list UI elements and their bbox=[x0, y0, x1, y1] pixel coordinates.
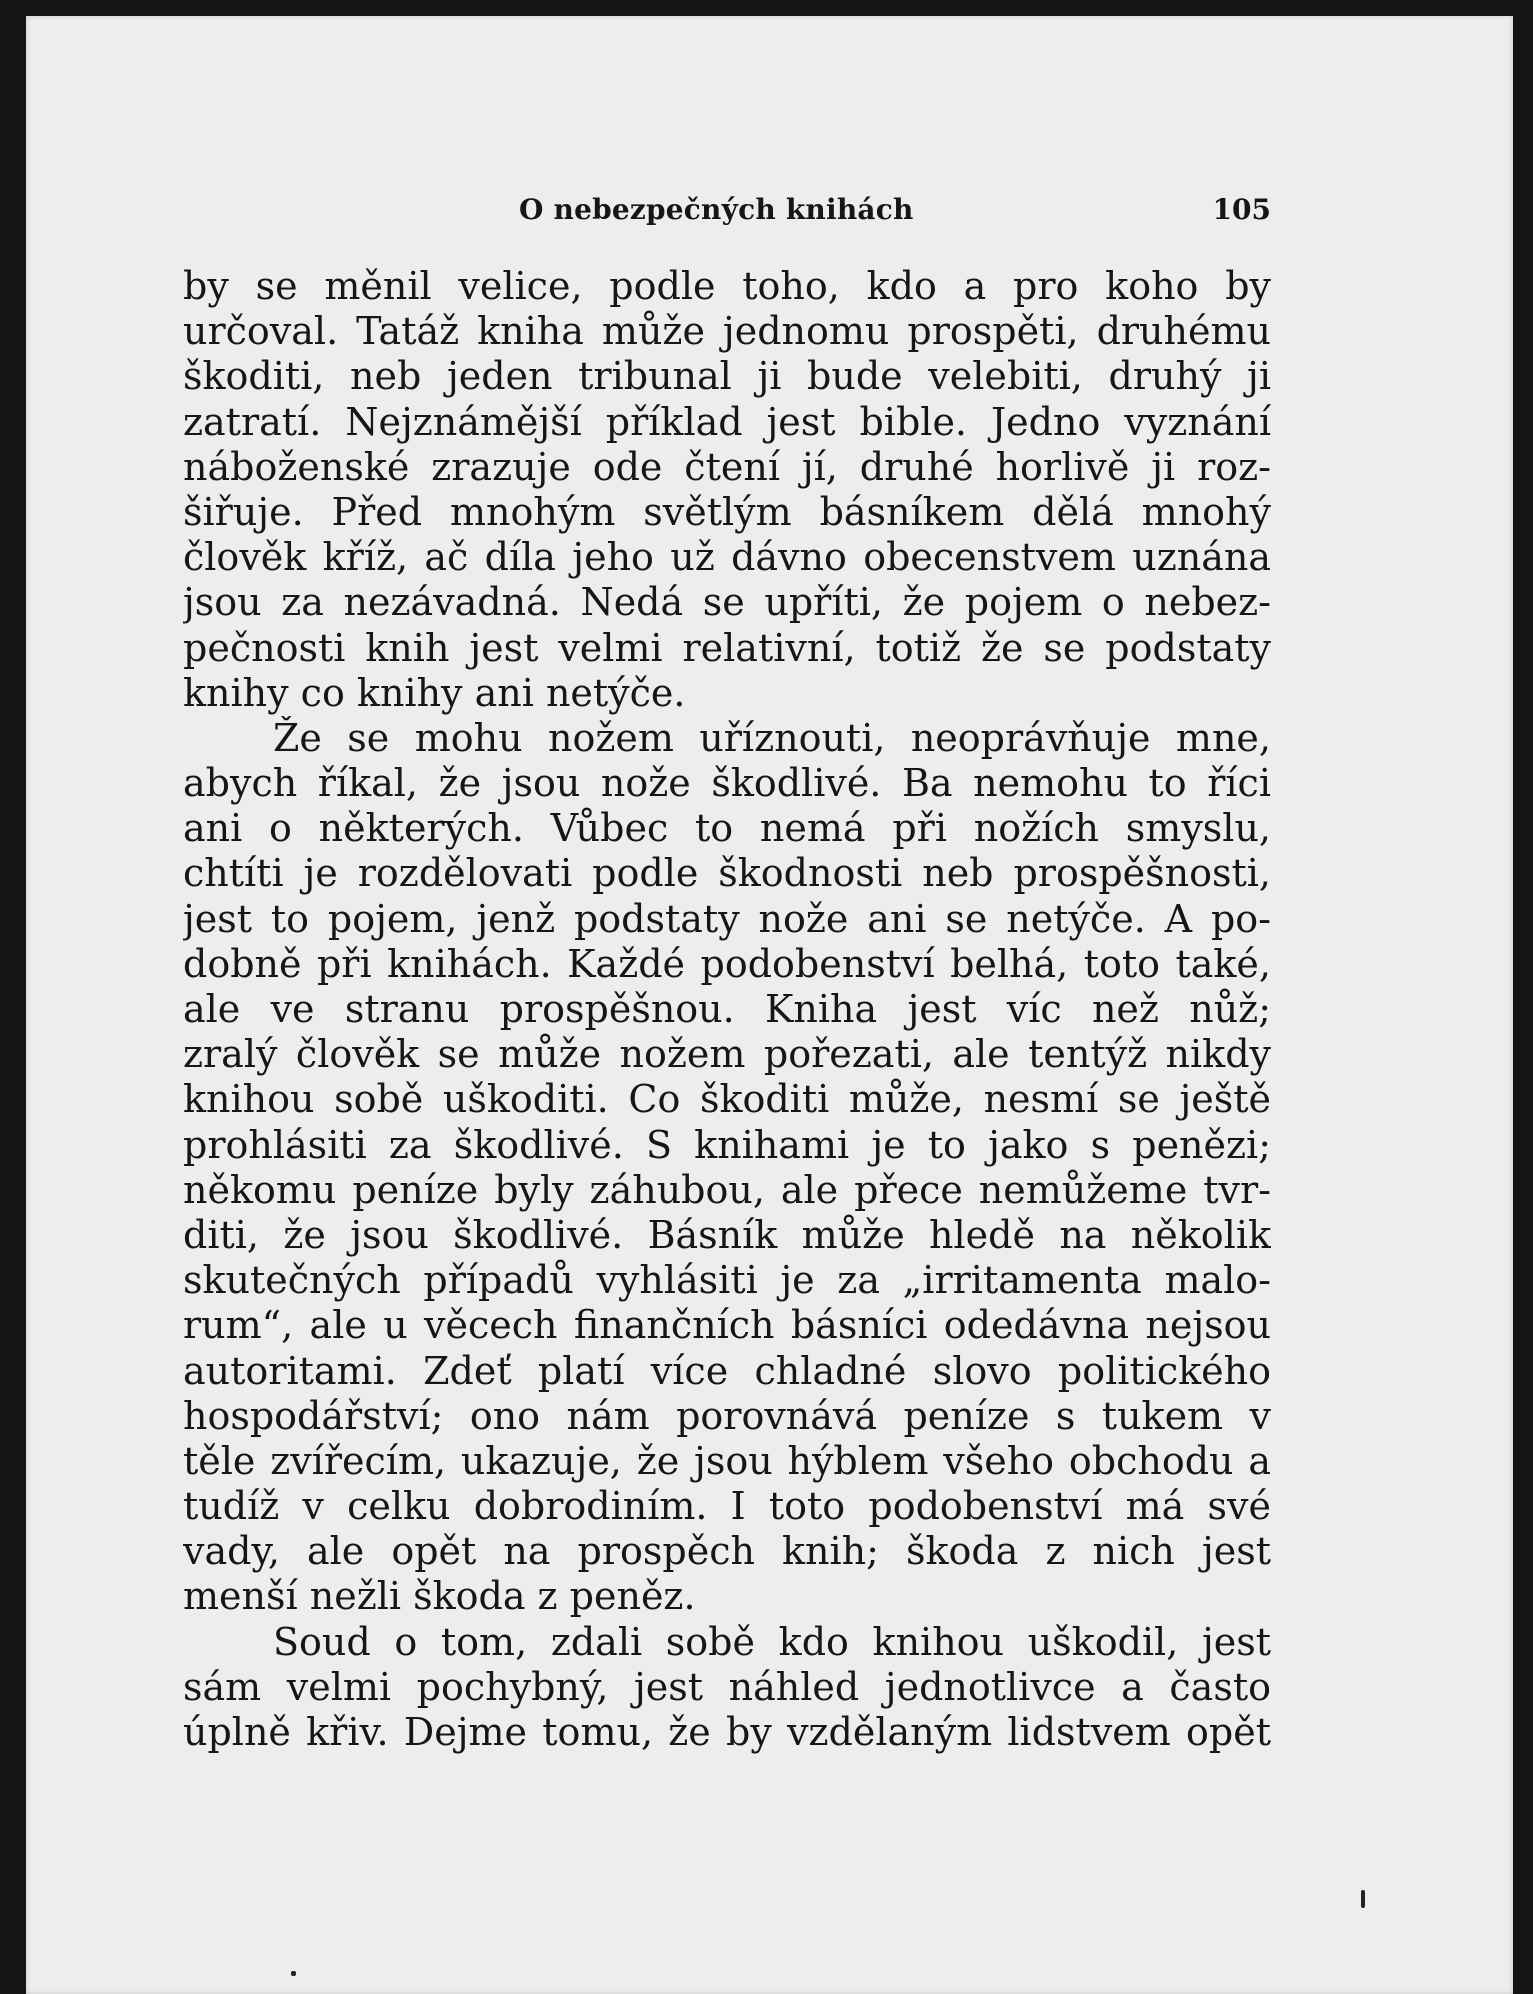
text-line: pečnosti knih jest velmi relativní, totiž že se podstaty bbox=[183, 625, 1271, 670]
text-line: autoritami. Zdeť platí více chladné slovo politického bbox=[183, 1348, 1271, 1393]
text-line: sám velmi pochybný, jest náhled jednotlivce a často bbox=[183, 1664, 1271, 1709]
running-title: O nebezpečných knihách bbox=[519, 193, 914, 226]
page-number: 105 bbox=[1212, 193, 1271, 226]
text-line: tudíž v celku dobrodiním. I toto podobenství má své bbox=[183, 1484, 1271, 1529]
text-line: skutečných případů vyhlásiti je za „irritamenta malo- bbox=[183, 1258, 1271, 1303]
body-text bbox=[183, 264, 1271, 1755]
running-head bbox=[183, 180, 1271, 240]
text-line: úplně křiv. Dejme tomu, že by vzdělaným lidstvem opět bbox=[183, 1710, 1271, 1754]
text-line: ani o některých. Vůbec to nemá při nožích smyslu, bbox=[183, 806, 1271, 851]
text-line: dobně při knihách. Každé podobenství belhá, toto také, bbox=[183, 941, 1271, 986]
text-line: člověk kříž, ač díla jeho už dávno obecenstvem uznána bbox=[183, 535, 1271, 580]
text-line: knihou sobě uškoditi. Co škoditi může, nesmí se ještě bbox=[183, 1077, 1271, 1122]
book-page bbox=[26, 16, 1513, 1994]
text-line: ale ve stranu prospěšnou. Kniha jest víc než nůž; bbox=[183, 987, 1271, 1031]
text-line: někomu peníze byly záhubou, ale přece nemůžeme tvr- bbox=[183, 1167, 1271, 1212]
text-line: jsou za nezávadná. Nedá se upříti, že pojem o nebez- bbox=[183, 580, 1271, 625]
text-line: by se měnil velice, podle toho, kdo a pro koho by bbox=[183, 264, 1271, 308]
text-line: náboženské zrazuje ode čtení jí, druhé horlivě ji roz- bbox=[183, 444, 1271, 489]
text-line: chtíti je rozdělovati podle škodnosti neb prospěšnosti, bbox=[183, 851, 1271, 896]
text-line: šiřuje. Před mnohým světlým básníkem dělá mnohý bbox=[183, 489, 1271, 534]
text-line: Soud o tom, zdali sobě kdo knihou uškodil, jest bbox=[273, 1619, 1271, 1664]
text-line: určoval. Tatáž kniha může jednomu prospěti, druhému bbox=[183, 309, 1271, 354]
text-line: vady, ale opět na prospěch knih; škoda z nich jest bbox=[183, 1529, 1271, 1574]
text-line: škoditi, neb jeden tribunal ji bude velebiti, druhý ji bbox=[183, 354, 1271, 399]
text-line: rum“, ale u věcech finančních básníci odedávna nejsou bbox=[183, 1303, 1271, 1348]
text-line: knihy co knihy ani netýče. bbox=[183, 670, 686, 715]
scan-speck bbox=[291, 1971, 296, 1976]
text-line: abych říkal, že jsou nože škodlivé. Ba nemohu to říci bbox=[183, 761, 1271, 806]
text-line: zralý člověk se může nožem pořezati, ale tentýž nikdy bbox=[183, 1032, 1271, 1077]
text-line: těle zvířecím, ukazuje, že jsou hýblem všeho obchodu a bbox=[183, 1438, 1271, 1483]
text-line: jest to pojem, jenž podstaty nože ani se netýče. A po- bbox=[183, 896, 1271, 941]
text-line: zatratí. Nejznámější příklad jest bible. Jedno vyznání bbox=[183, 399, 1271, 444]
text-line: Že se mohu nožem uříznouti, neoprávňuje mne, bbox=[273, 715, 1271, 760]
text-line: hospodářství; ono nám porovnává peníze s tukem v bbox=[183, 1393, 1271, 1438]
text-line: diti, že jsou škodlivé. Básník může hledě na několik bbox=[183, 1212, 1271, 1257]
text-line: prohlásiti za škodlivé. S knihami je to jako s penězi; bbox=[183, 1122, 1271, 1167]
text-line: menší nežli škoda z peněz. bbox=[183, 1574, 696, 1619]
scan-speck bbox=[1361, 1890, 1365, 1908]
